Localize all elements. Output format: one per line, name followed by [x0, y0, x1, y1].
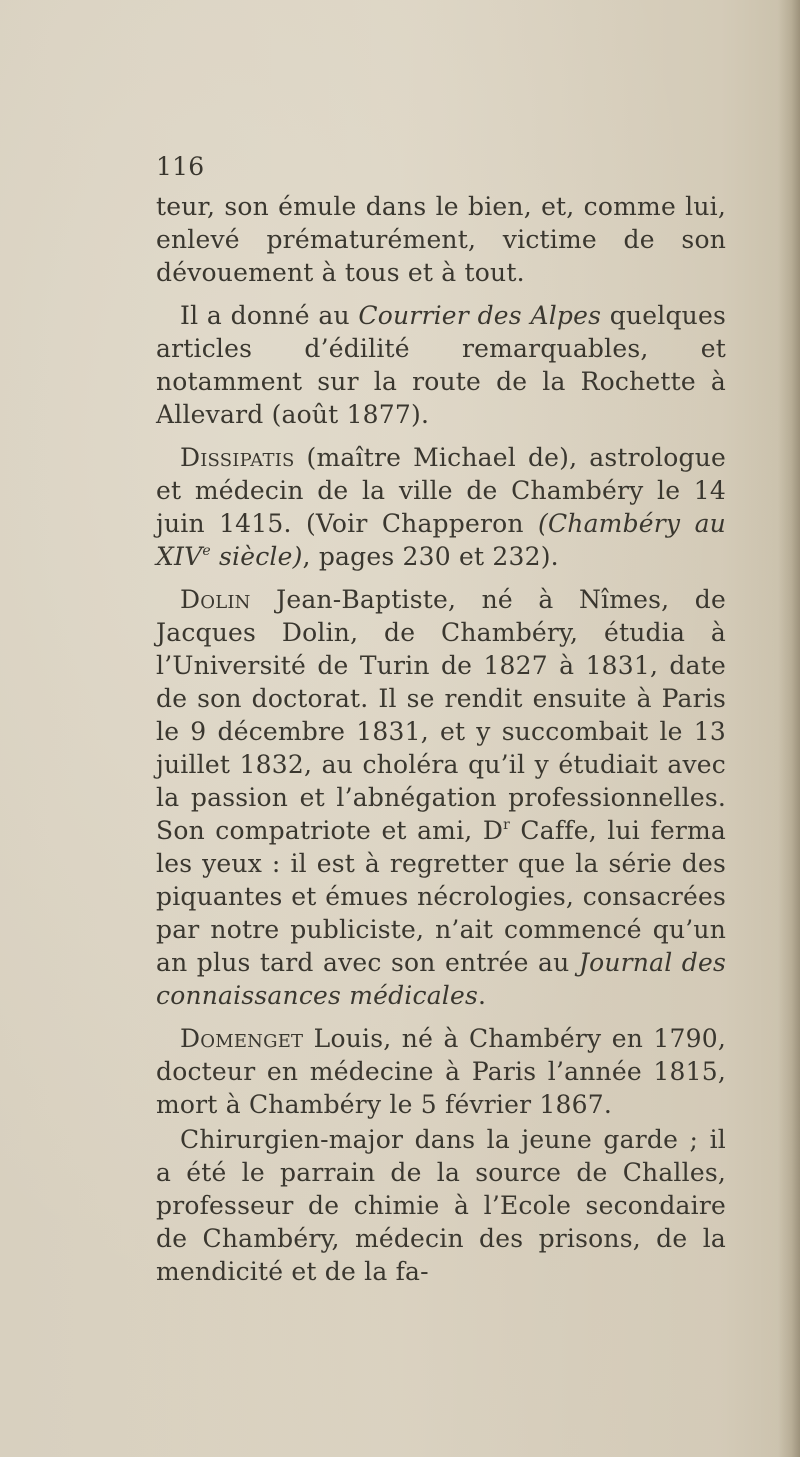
- superscript: r: [503, 817, 510, 833]
- paragraph-courrier: [156, 299, 726, 431]
- superscript: e: [202, 543, 211, 559]
- paragraph-continuation: [156, 190, 726, 289]
- page-number: 116: [156, 152, 205, 181]
- book-title-end: siècle): [210, 542, 303, 571]
- entry-text: Louis, né à Chambéry en 1790, docteur en médecine à Paris l’année 1815, mort à Chambéry le 5 février 1867.: [156, 1024, 726, 1119]
- paragraph-text: Il a donné au: [180, 301, 359, 330]
- paragraph-text: teur, son émule dans le bien, et, comme lui, enlevé prématurément, victime de son dévouement à tous et à tout.: [156, 192, 726, 287]
- journal-title: Journal des connaissances médicales: [156, 948, 727, 1010]
- entry-text: (maître Michael de), astrologue et médecin de la ville de Chambéry le 14 juin 1415. (Voir Chapperon: [156, 443, 726, 538]
- entry-name: Domenget: [180, 1024, 304, 1053]
- book-title: (Chambéry au XIV: [156, 509, 726, 571]
- entry-dolin: [156, 583, 726, 1012]
- entry-name: Dolin: [180, 585, 251, 614]
- paragraph-text: Chirurgien-major dans la jeune garde ; il a été le parrain de la source de Challes, professeur de chimie à l’Ecole secondaire de Chambéry, médecin des prisons, de la mendicité et de la fa-: [156, 1125, 726, 1286]
- paragraph-text: quelques articles d’édilité remarquables, et notamment sur la route de la Rochette à Allevard (août 1877).: [156, 301, 726, 429]
- entry-dissipatis: [156, 441, 726, 573]
- page-text: [156, 150, 726, 1298]
- entry-domenget: [156, 1022, 726, 1121]
- entry-name: Dissipatis: [180, 443, 295, 472]
- entry-text: Jean-Baptiste, né à Nîmes, de Jacques Dolin, de Chambéry, étudia à l’Université de Turin de 1827 à 1831, date de son doctorat. Il se rendit ensuite à Paris le 9 décembre 1831, et y succombait le 13 juillet 1832, au choléra qu’il y étudiait avec la passion et l’abnégation professionnelles. Son compatriote et ami, D: [156, 585, 726, 845]
- paragraph-chirurgien: [156, 1123, 726, 1288]
- entry-text: , pages 230 et 232).: [302, 542, 559, 571]
- journal-title: Courrier des Alpes: [358, 301, 602, 330]
- entry-text: .: [478, 981, 487, 1010]
- page-edge-shadow: [778, 0, 800, 1457]
- entry-text: Caffe, lui ferma les yeux : il est à regretter que la série des piquantes et émues nécrologies, consacrées par notre publiciste, n’ait commencé qu’un an plus tard avec son entrée au: [156, 816, 726, 977]
